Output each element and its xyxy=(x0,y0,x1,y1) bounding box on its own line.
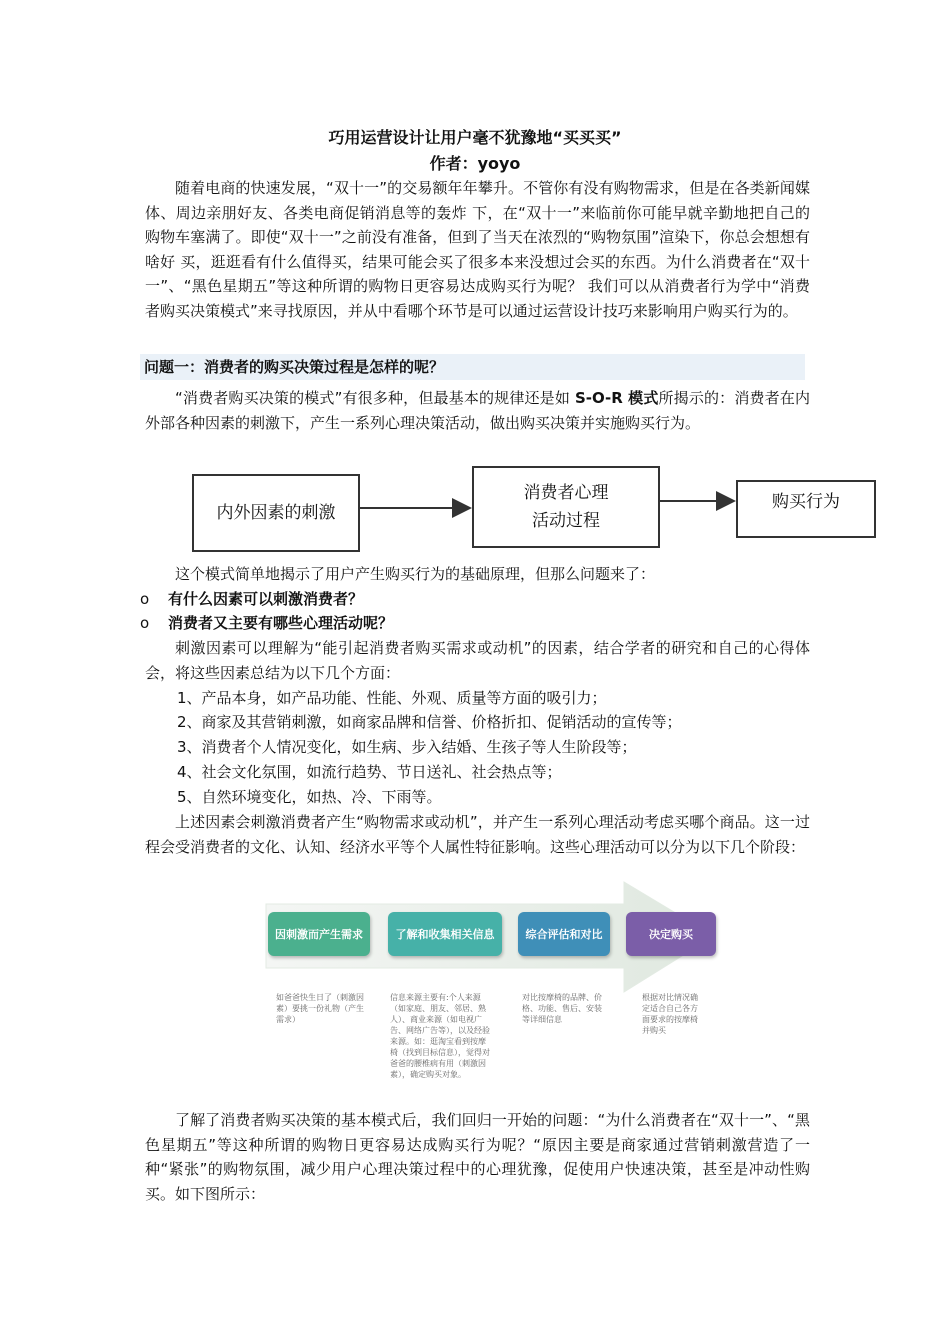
factor-item: 4、社会文化氛围，如流行趋势、节日送礼、社会热点等； xyxy=(177,763,562,781)
conclusion-paragraph: 了解了消费者购买决策的基本模式后，我们回归一开始的问题：“为什么消费者在“双十一”、“黑色星期五”等这种所谓的购物日更容易达成购买行为呢？“原因主要是商家通过营销刺激营造了一种“紧张”的购物氛围，减少用户心理决策过程中的心理犹豫，促使用户快速决策，甚至是冲动性购买。如下图所示： xyxy=(145,1111,810,1203)
model-text-post: 所揭示的：消费者在内外部各种因素的刺激下，产生一系列心理决策活动，做出购买决策并实施购买行为。 xyxy=(145,389,810,432)
stage-3-box xyxy=(518,912,610,956)
bullet-item xyxy=(140,587,363,611)
factor-item: 2、商家及其营销刺激，如商家品牌和信誉、价格折扣、促销活动的宣传等； xyxy=(177,713,682,731)
question-heading: 问题一：消费者的购买决策过程是怎样的呢？ xyxy=(140,354,805,380)
stage-4-label: 决定购买 xyxy=(649,928,693,941)
sor-organism-box xyxy=(472,466,660,548)
sor-stimulus-box xyxy=(192,474,360,552)
stage-4-description: 根据对比情况确定适合自己各方面要求的按摩椅并购买 xyxy=(642,993,698,1035)
stage-1-description: 如爸爸快生日了（刺激因素）要挑一份礼物（产生需求） xyxy=(276,993,364,1024)
model-summary: 这个模式简单地揭示了用户产生购买行为的基础原理，但那么问题来了： xyxy=(175,565,656,583)
sor-response-box xyxy=(736,480,876,538)
model-text-pre: “消费者购买决策的模式”有很多种，但最基本的规律还是如 xyxy=(175,389,575,407)
article-author: 作者：yoyo xyxy=(429,154,521,173)
stimulus-paragraph: 刺激因素可以理解为“能引起消费者购买需求或动机”的因素，结合学者的研究和自己的心得体会，将这些因素总结为以下几个方面： xyxy=(145,639,810,682)
sor-response-label: 购买行为 xyxy=(772,492,840,512)
bullet-item xyxy=(140,611,393,635)
bullet-marker: o xyxy=(140,590,150,608)
stage-2-box xyxy=(388,912,502,956)
factor-item: 3、消费者个人情况变化，如生病、步入结婚、生孩子等人生阶段等； xyxy=(177,738,637,756)
stage-3-description: 对比按摩椅的品牌、价格、功能、售后、安装等详细信息 xyxy=(522,993,602,1024)
stage-3-label: 综合评估和对比 xyxy=(525,928,603,941)
sor-organism-line1: 消费者心理 xyxy=(523,483,609,503)
stage-4-box xyxy=(626,912,716,956)
intro-paragraph: 随着电商的快速发展，“双十一”的交易额年年攀升。不管你有没有购物需求，但是在各类新闻媒体、周边亲朋好友、各类电商促销消息等的轰炸 下，在“双十一”来临前你可能早就辛勤地把自己的购物车塞满了。即使“双十一”之前没有准备，但到了当天在浓烈的“购物氛围”渲染下，你总会想想有啥好 买，逛逛看有什么值得买，结果可能会买了很多本来没想过会买的东西。为什么消费者在“双十一”、“黑色星期五”等这种所谓的购物日更容易达成购买行为呢？ 我们可以从消费者行为学中“消费者购买决策模式”来寻找原因，并从中看哪个环节是可以通过运营设计技巧来影响用户购买行为的。 xyxy=(145,179,810,320)
stage-2-label: 了解和收集相关信息 xyxy=(395,928,495,941)
bullet-text: 有什么因素可以刺激消费者？ xyxy=(168,590,364,608)
sor-stimulus-label: 内外因素的刺激 xyxy=(216,503,336,523)
factor-item: 1、产品本身，如产品功能、性能、外观、质量等方面的吸引力； xyxy=(177,689,607,707)
bullet-text: 消费者又主要有哪些心理活动呢？ xyxy=(168,614,394,632)
sor-organism-line2: 活动过程 xyxy=(532,511,600,531)
stage-2-description: 信息来源主要有:个人来源（如家庭、朋友、邻居、熟人）、商业来源（如电视广告、网络广告等），以及经验来源。如：逛淘宝看到按摩椅（找到目标信息），觉得对爸爸的腰椎病有用（刺激因素），确定购买对象。 xyxy=(390,993,490,1079)
process-paragraph: 上述因素会刺激消费者产生“购物需求或动机”，并产生一系列心理活动考虑买哪个商品。这一过程会受消费者的文化、认知、经济水平等个人属性特征影响。这些心理活动可以分为以下几个阶段： xyxy=(145,813,810,856)
stage-1-box xyxy=(268,912,370,956)
stage-1-label: 因刺激而产生需求 xyxy=(275,928,363,941)
factor-item: 5、自然环境变化，如热、冷、下雨等。 xyxy=(177,788,442,806)
model-paragraph xyxy=(145,386,810,435)
article-title: 巧用运营设计让用户毫不犹豫地“买买买” xyxy=(328,128,622,147)
sor-model-term: S-O-R 模式 xyxy=(574,389,659,407)
decision-stages-diagram xyxy=(262,880,722,1090)
sor-diagram xyxy=(190,466,880,552)
bullet-marker: o xyxy=(140,614,150,632)
